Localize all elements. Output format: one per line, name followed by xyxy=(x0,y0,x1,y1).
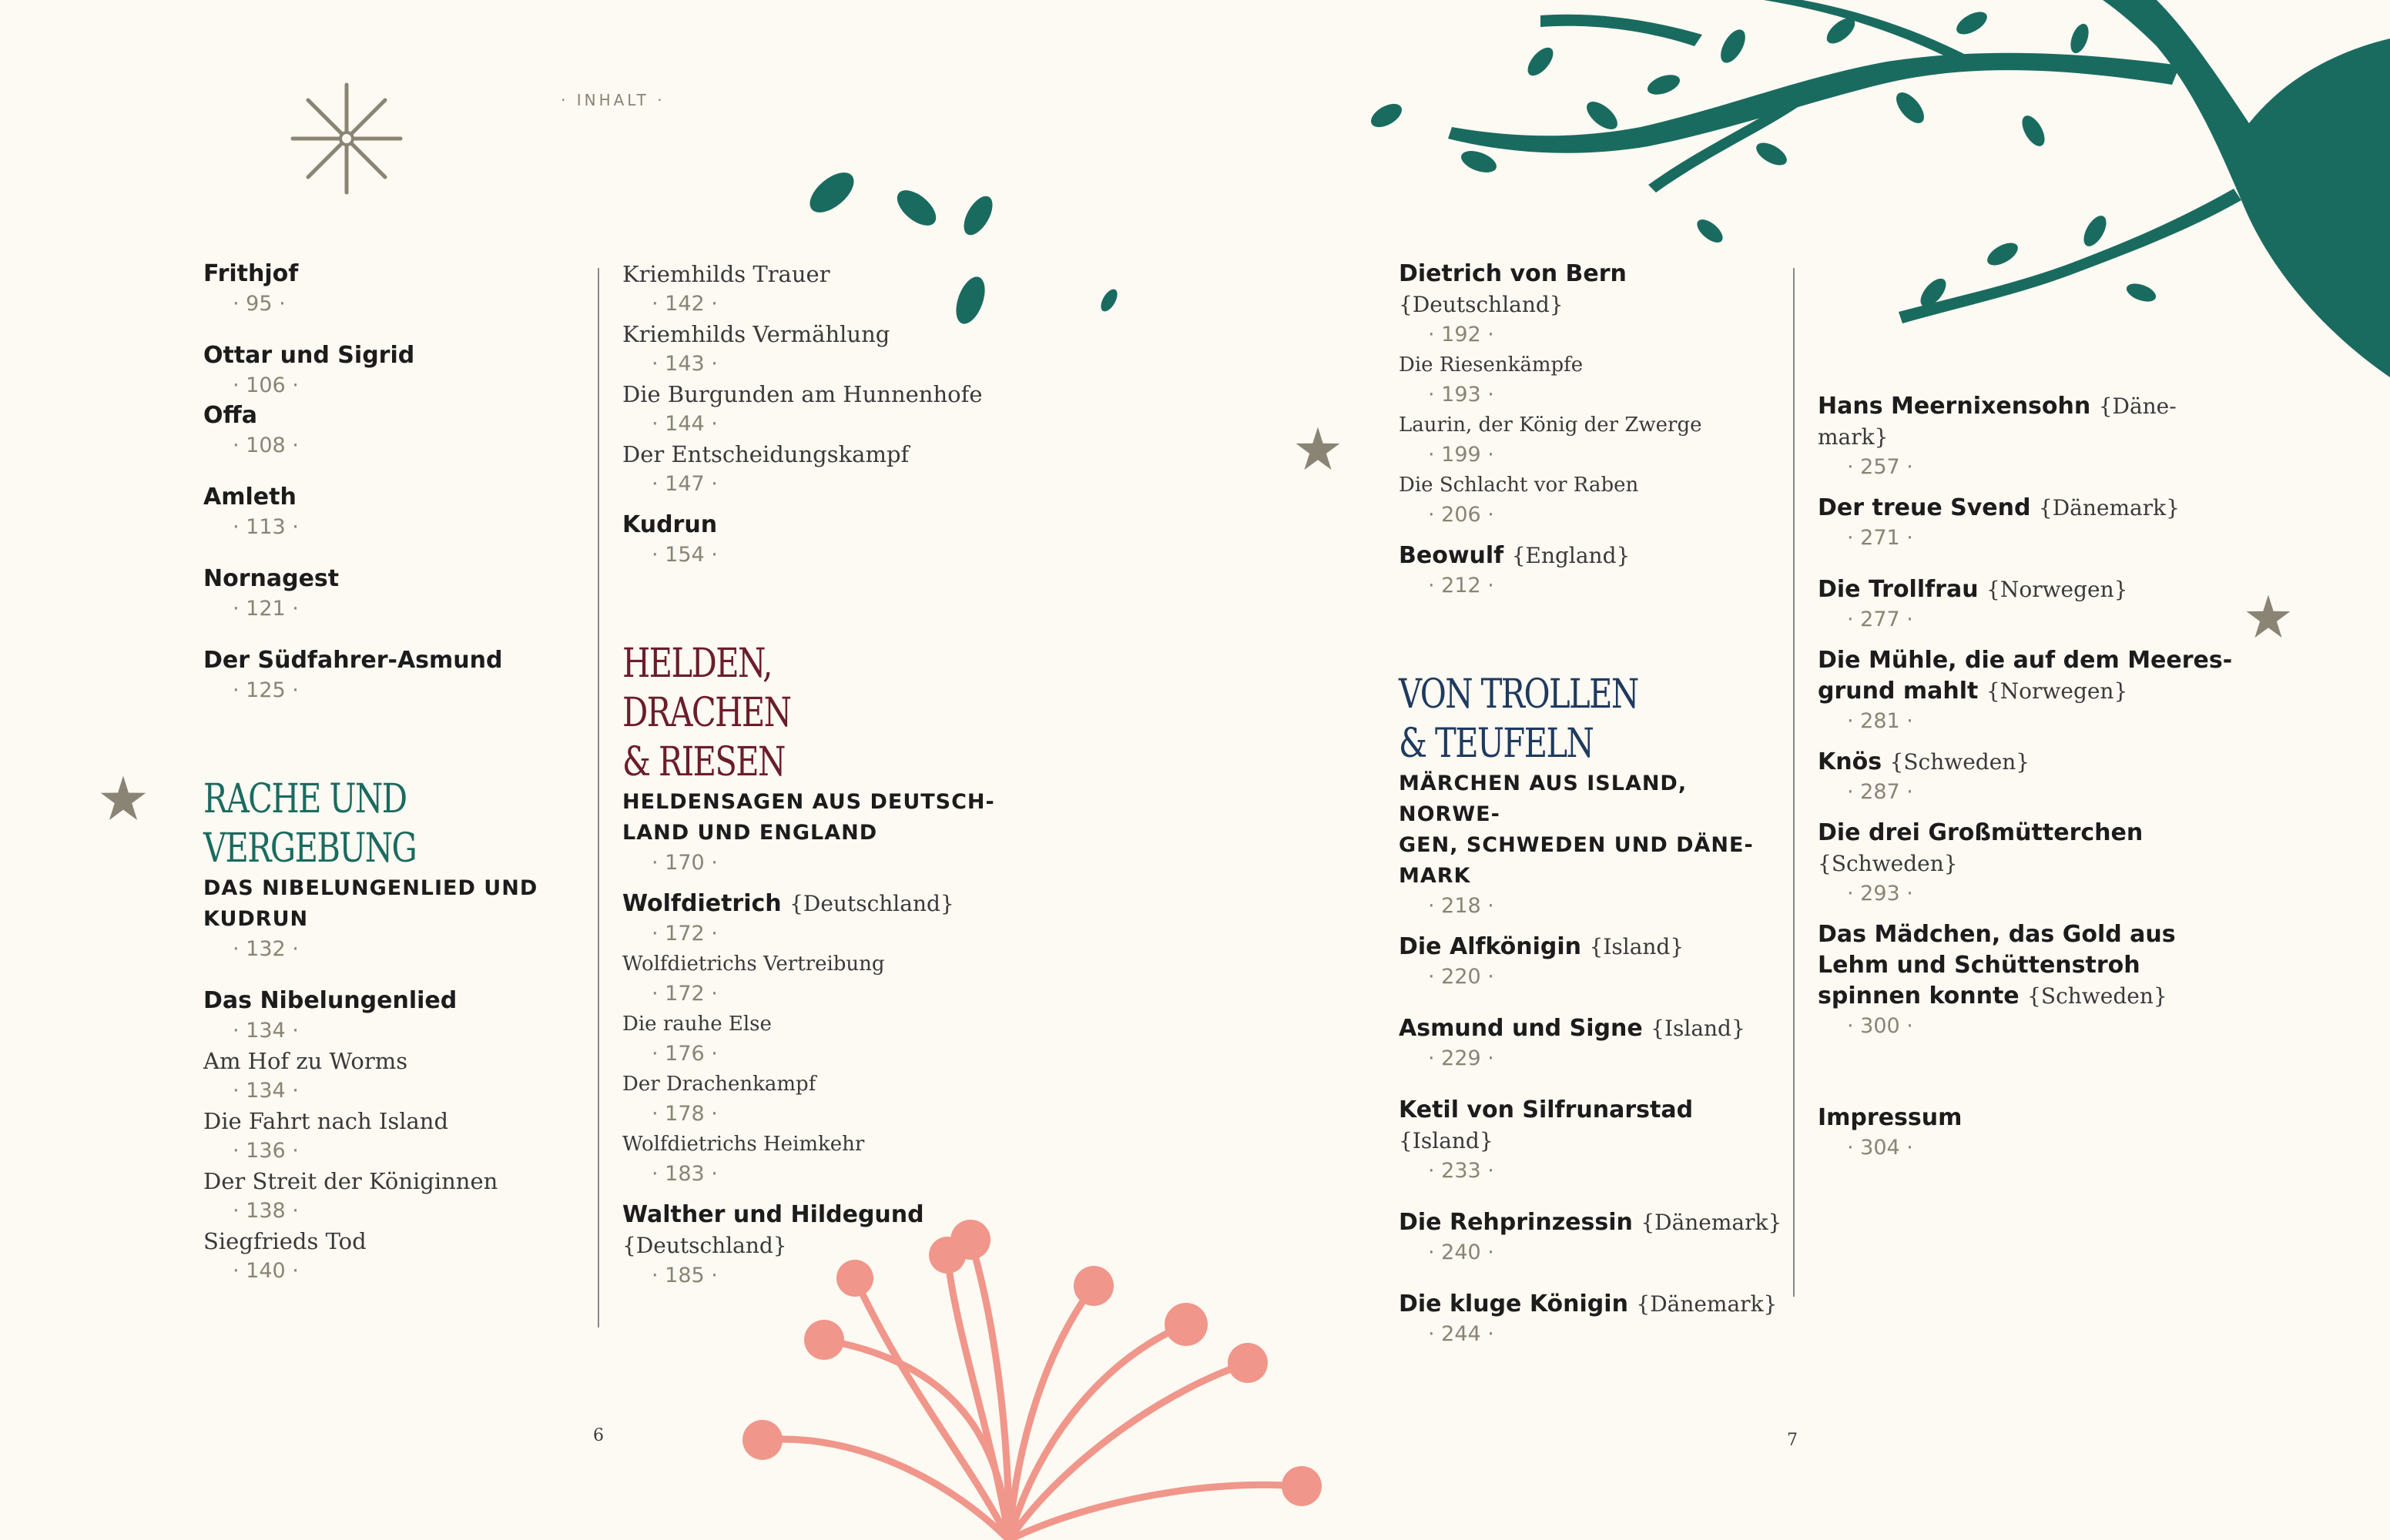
entry-title-text: grund mahlt xyxy=(1818,678,1979,705)
page-number: · 183 · xyxy=(622,1160,1007,1189)
page-number: · 293 · xyxy=(1818,879,2249,909)
entry-title-text: Hans Meernixensohn xyxy=(1818,393,2091,420)
entry-title: Amleth xyxy=(203,484,297,511)
entry-title: Kriemhilds Vermählung xyxy=(622,321,890,347)
section-heading[interactable] xyxy=(1399,670,1784,921)
toc-entry[interactable] xyxy=(622,439,1007,499)
entry-title: Der Streit der Königinnen xyxy=(203,1168,498,1194)
entry-title-text: Der treue Svend xyxy=(1818,494,2031,521)
entry-region: {Däne- xyxy=(2098,393,2177,419)
entry-title xyxy=(622,889,1007,919)
entry-title-text: Beowulf xyxy=(1399,542,1504,569)
page-number: · 287 · xyxy=(1818,778,2249,807)
toc-entry[interactable] xyxy=(622,1009,1007,1069)
page-number: · 143 · xyxy=(622,350,1007,379)
entry-title xyxy=(1399,1207,1784,1238)
entry-title: Wolfdietrichs Heimkehr xyxy=(622,1133,865,1156)
entry-title-text: Ketil von Silfrunarstad xyxy=(1399,1096,1694,1123)
entry-title-text: Dietrich von Bern xyxy=(1399,260,1627,287)
toc-entry[interactable] xyxy=(1399,541,1784,601)
page-number: · 108 · xyxy=(203,431,542,460)
entry-region: {Norwegen} xyxy=(1986,678,2128,704)
entry-title xyxy=(1399,1289,1784,1320)
toc-entry[interactable] xyxy=(1818,1103,2249,1163)
toc-entry[interactable] xyxy=(203,482,542,542)
entry-title: Am Hof zu Worms xyxy=(203,1048,408,1074)
toc-entry[interactable] xyxy=(1818,391,2249,482)
toc-entry[interactable] xyxy=(203,1046,542,1106)
page-number: · 121 · xyxy=(203,594,542,624)
entry-title: Der Drachenkampf xyxy=(622,1073,816,1096)
entry-region: {Dänemark} xyxy=(1636,1291,1778,1317)
section-title-line: RACHE UND xyxy=(203,776,407,822)
page-number: · 257 · xyxy=(1818,453,2249,482)
entry-title: Die Schlacht vor Raben xyxy=(1399,474,1639,497)
page-number: · 125 · xyxy=(203,676,542,705)
toc-entry[interactable] xyxy=(1399,932,1784,992)
sparkle-icon xyxy=(285,77,408,200)
toc-entry[interactable] xyxy=(1399,1289,1784,1349)
toc-entry[interactable] xyxy=(1818,747,2249,807)
page-number: · 192 · xyxy=(1399,320,1784,350)
page-number: · 138 · xyxy=(203,1197,542,1226)
toc-column-1 xyxy=(203,259,542,1286)
toc-entry[interactable] xyxy=(203,400,542,460)
page-number: · 172 · xyxy=(622,979,1007,1009)
toc-entry[interactable] xyxy=(1399,1207,1784,1267)
entry-title: Die Riesenkämpfe xyxy=(1399,353,1584,377)
page-number: · 136 · xyxy=(203,1137,542,1166)
entry-title: Der Südfahrer-Asmund xyxy=(203,647,503,674)
entry-region: {Norwegen} xyxy=(1986,577,2128,602)
entry-region: {Dänemark} xyxy=(2038,495,2180,521)
entry-title: Die Fahrt nach Island xyxy=(203,1108,449,1134)
entry-title: Walther und Hildegund xyxy=(622,1201,924,1228)
page-number: · 132 · xyxy=(203,935,542,964)
page-number: · 281 · xyxy=(1818,707,2249,736)
entry-region: {Island} xyxy=(1651,1016,1745,1041)
toc-entry[interactable] xyxy=(622,1069,1007,1129)
entry-title xyxy=(1399,259,1784,320)
page-number: · 212 · xyxy=(1399,571,1784,601)
toc-entry[interactable] xyxy=(203,1106,542,1166)
page-number: · 185 · xyxy=(622,1261,1007,1291)
entry-region: mark} xyxy=(1818,424,1889,450)
page-number: · 244 · xyxy=(1399,1320,1784,1349)
entry-region: {Schweden} xyxy=(2027,983,2167,1009)
page-number: · 220 · xyxy=(1399,962,1784,992)
star-icon xyxy=(2244,593,2292,641)
toc-entry[interactable] xyxy=(622,259,1007,319)
toc-entry[interactable] xyxy=(1399,1095,1784,1186)
section-subtitle-line: DAS NIBELUNGENLIED UND xyxy=(203,876,538,900)
page-number: · 300 · xyxy=(1818,1012,2249,1041)
page-number: · 199 · xyxy=(1399,440,1784,470)
section-subtitle-line: LAND UND ENGLAND xyxy=(622,821,878,845)
section-title-line: & RIESEN xyxy=(622,739,785,785)
section-subtitle-line: GEN, SCHWEDEN UND DÄNE- xyxy=(1399,833,1754,857)
entry-region: {Island} xyxy=(1589,934,1684,959)
entry-title: Die drei Großmütterchen xyxy=(1818,819,2144,846)
entry-region: {Deutschland} xyxy=(622,1233,787,1258)
page-number: · 134 · xyxy=(203,1016,542,1046)
page-number: · 218 · xyxy=(1399,892,1784,921)
page-number: · 170 · xyxy=(622,849,1007,878)
page-number: · 106 · xyxy=(203,371,542,400)
toc-entry[interactable] xyxy=(1399,259,1784,350)
column-divider xyxy=(1793,268,1795,1297)
entry-title-text: Die Trollfrau xyxy=(1818,576,1979,603)
entry-title xyxy=(1818,574,2249,605)
page-number: · 147 · xyxy=(622,470,1007,499)
entry-region: {Schweden} xyxy=(1889,749,2030,775)
entry-title xyxy=(1818,391,2249,422)
toc-entry[interactable] xyxy=(1399,470,1784,530)
entry-title: Die rauhe Else xyxy=(622,1013,772,1036)
section-subtitle-line: KUDRUN xyxy=(203,907,309,931)
entry-title: Offa xyxy=(203,402,258,429)
toc-entry[interactable] xyxy=(203,986,542,1046)
entry-region: {Deutschland} xyxy=(789,891,954,916)
entry-title xyxy=(1399,932,1784,962)
toc-entry[interactable] xyxy=(203,259,542,319)
toc-entry[interactable] xyxy=(1818,919,2249,1041)
entry-title: Wolfdietrichs Vertreibung xyxy=(622,952,885,976)
toc-entry[interactable] xyxy=(622,379,1007,439)
entry-title xyxy=(1399,541,1784,571)
toc-entry[interactable] xyxy=(1818,818,2249,909)
page-folio-right: 7 xyxy=(1787,1431,1798,1450)
section-title-line: & TEUFELN xyxy=(1399,721,1594,767)
section-title-line: VERGEBUNG xyxy=(203,825,417,872)
page-number: · 271 · xyxy=(1818,524,2249,553)
page-number: · 144 · xyxy=(622,410,1007,439)
entry-title xyxy=(1818,676,2249,707)
page-number: · 277 · xyxy=(1818,605,2249,634)
page-number: · 142 · xyxy=(622,290,1007,319)
page-number: · 178 · xyxy=(622,1100,1007,1129)
entry-title xyxy=(1818,981,2249,1012)
entry-title: Das Nibelungenlied xyxy=(203,987,458,1014)
toc-entry[interactable] xyxy=(203,1166,542,1226)
section-title-line: HELDEN, DRACHEN xyxy=(622,641,791,736)
page-number: · 240 · xyxy=(1399,1238,1784,1267)
page-number: · 176 · xyxy=(622,1040,1007,1069)
page-number: · 154 · xyxy=(622,541,1007,570)
toc-entry[interactable] xyxy=(1399,1013,1784,1073)
entry-title-text: spinnen konnte xyxy=(1818,983,2020,1009)
toc-entry[interactable] xyxy=(622,949,1007,1009)
toc-entry[interactable] xyxy=(622,1200,1007,1291)
section-heading[interactable] xyxy=(203,775,542,964)
entry-title: Kriemhilds Trauer xyxy=(622,261,830,287)
entry-title: Frithjof xyxy=(203,260,299,287)
entry-title-text: Die kluge Königin xyxy=(1399,1291,1628,1317)
entry-region: {Island} xyxy=(1399,1128,1493,1153)
toc-entry[interactable] xyxy=(622,319,1007,379)
page-number: · 233 · xyxy=(1399,1157,1784,1186)
entry-title xyxy=(1399,1013,1784,1044)
star-icon xyxy=(1294,425,1342,473)
entry-title: Lehm und Schüttenstroh xyxy=(1818,952,2140,979)
entry-title: Nornagest xyxy=(203,565,340,592)
page-number: · 193 · xyxy=(1399,380,1784,410)
toc-entry[interactable] xyxy=(203,564,542,624)
entry-title xyxy=(1818,747,2249,778)
section-subtitle-line: MÄRCHEN AUS ISLAND, NORWE- xyxy=(1399,772,1688,826)
page-number: · 134 · xyxy=(203,1076,542,1106)
toc-entry[interactable] xyxy=(203,340,542,400)
entry-title-text: Knös xyxy=(1818,748,1882,775)
entry-title-text: Asmund und Signe xyxy=(1399,1015,1643,1042)
entry-title xyxy=(1399,1095,1784,1157)
star-icon xyxy=(99,774,148,823)
section-heading[interactable] xyxy=(622,639,1007,878)
entry-title: Impressum xyxy=(1818,1104,1963,1131)
toc-column-2 xyxy=(622,259,1007,1291)
toc-entry[interactable] xyxy=(1818,493,2249,553)
entry-title: Die Burgunden am Hunnenhofe xyxy=(622,381,983,407)
entry-title-text: Wolfdietrich xyxy=(622,890,782,917)
entry-title-text: Die Rehprinzessin xyxy=(1399,1209,1633,1236)
toc-entry[interactable] xyxy=(1818,574,2249,634)
entry-title: Das Mädchen, das Gold aus xyxy=(1818,921,2176,948)
page-number: · 206 · xyxy=(1399,500,1784,530)
entry-region: {Deutschland} xyxy=(1399,292,1564,317)
section-subtitle-line: MARK xyxy=(1399,864,1471,888)
entry-region: {England} xyxy=(1511,543,1631,568)
section-title-line: VON TROLLEN xyxy=(1399,671,1638,718)
toc-column-3 xyxy=(1399,259,1784,1349)
page-number: · 113 · xyxy=(203,513,542,542)
entry-title: Siegfrieds Tod xyxy=(203,1228,367,1254)
page-number: · 95 · xyxy=(203,290,542,319)
toc-entry[interactable] xyxy=(203,1226,542,1286)
toc-column-4 xyxy=(1818,391,2249,1163)
entry-title: Laurin, der König der Zwerge xyxy=(1399,413,1702,437)
entry-title xyxy=(1818,493,2249,524)
toc-entry[interactable] xyxy=(622,1129,1007,1189)
toc-entry[interactable] xyxy=(1399,350,1784,410)
entry-title: Die Mühle, die auf dem Meeres- xyxy=(1818,647,2233,674)
page-number: · 229 · xyxy=(1399,1044,1784,1073)
entry-title: Ottar und Sigrid xyxy=(203,342,415,369)
entry-title: Der Entscheidungskampf xyxy=(622,441,910,467)
toc-entry[interactable] xyxy=(203,645,542,705)
entry-region: {Schweden} xyxy=(1818,851,1958,876)
section-subtitle-line: HELDENSAGEN AUS DEUTSCH- xyxy=(622,790,995,814)
page-number: · 304 · xyxy=(1818,1133,2249,1163)
column-divider xyxy=(598,268,599,1327)
toc-entry[interactable] xyxy=(1399,410,1784,470)
page-folio-left: 6 xyxy=(593,1426,604,1445)
toc-entry[interactable] xyxy=(1818,645,2249,736)
toc-entry[interactable] xyxy=(622,889,1007,949)
header-label: · INHALT · xyxy=(561,91,665,109)
entry-title: Kudrun xyxy=(622,511,718,538)
page-number: · 140 · xyxy=(203,1257,542,1286)
toc-entry[interactable] xyxy=(622,510,1007,570)
entry-title-text: Die Alfkönigin xyxy=(1399,933,1582,960)
page-number: · 172 · xyxy=(622,919,1007,949)
entry-region: {Dänemark} xyxy=(1641,1210,1782,1235)
